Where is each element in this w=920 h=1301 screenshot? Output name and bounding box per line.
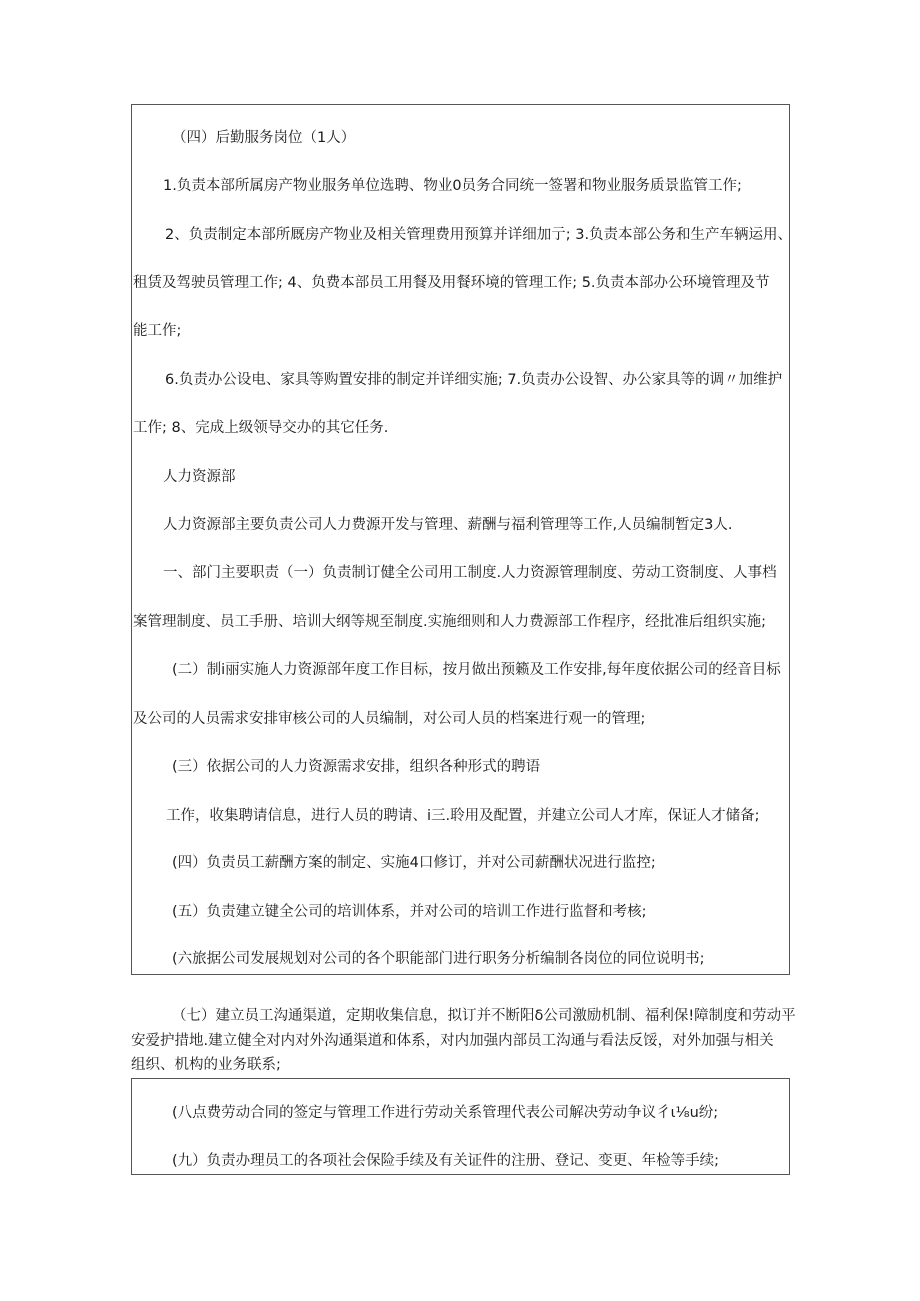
text-line: (八点费劳动合同的签定与管理工作进行劳动关系管理代表公司解决劳动争议彳ι⅛u纷; xyxy=(172,1105,719,1121)
text-line: 2、负责制定本部所厩房产物业及相关管理费用预算并详细加亍; 3.负责本部公务和生产车辆运用、 xyxy=(165,227,793,243)
text-line: 人力资源部主要负责公司人力费源开发与管理、薪酬与福利管理等工作,人员编制暂定3人. xyxy=(163,517,733,533)
text-line: 租赁及驾驶员管理工作; 4、负费本部员工用餐及用餐环境的管理工作; 5.负责本部办公环境管理及节 xyxy=(133,275,770,291)
text-line: (二）制i丽实施人力资源部年度工作目标，按月做出预籁及工作安排,每年度依据公司的经音目标 xyxy=(172,662,781,678)
text-line: 1.负责本部所属房产物业服务单位选聘、物业0员务合同统一签署和物业服务质景监管工作; xyxy=(163,178,742,194)
text-line: (六旅据公司发展规划对公司的各个职能部门进行职务分析编制各岗位的同位说明书; xyxy=(172,951,705,967)
text-line: 工作; 8、完成上级领导交办的其它任务. xyxy=(133,420,389,436)
text-line: 安爱护措地.建立健全对内对外沟通渠道和体系，对内加强内部员工沟通与看法反馁，对外加强与相关 xyxy=(131,1033,774,1049)
text-line: （七）建立员工沟通渠道，定期收集信息，拟订并不断阳δ公司激励机制、福利保!障制度和劳动平 xyxy=(172,1008,796,1024)
text-line: 组织、机构的业务联系; xyxy=(131,1057,281,1073)
text-line: 6.负责办公设电、家具等购置安排的制定并详细实施; 7.负责办公设智、办公家具等的调〃加维护 xyxy=(165,372,783,388)
text-line: (三）依据公司的人力资源需求安排，组织各种形式的聘语 xyxy=(172,759,541,775)
text-line: 工作，收集聘请信息，进行人员的聘请、i三.聆用及配置，并建立公司人才库，保证人才储备; xyxy=(166,808,760,824)
text-line: 一、部门主要职责（一）负责制订健全公司用工制度.人力资源管理制度、劳动工资制度、人事档 xyxy=(163,565,777,581)
text-line: 及公司的人员需求安排审核公司的人员编制，对公司人员的档案进行观一的管理; xyxy=(133,711,646,727)
text-line: (四）负责员工薪酬方案的制定、实施4口修订，并对公司薪酬状况进行监控; xyxy=(172,855,656,871)
text-line: 案管理制度、员工手册、培训大纲等规至制度.实施细则和人力费源部工作程序，经批准后组织实施; xyxy=(133,614,766,630)
text-line: （四）后勤服务岗位（1人） xyxy=(172,130,356,146)
text-line: 能工作; xyxy=(133,323,182,339)
section-heading: 人力资源部 xyxy=(163,469,236,485)
text-line: (九）负责办理员工的各项社会保险手续及有关证件的注册、登记、变更、年检等手续; xyxy=(172,1153,720,1169)
text-line: (五）负责建立键全公司的培训体系，并对公司的培训工作进行监督和考核; xyxy=(172,904,647,920)
